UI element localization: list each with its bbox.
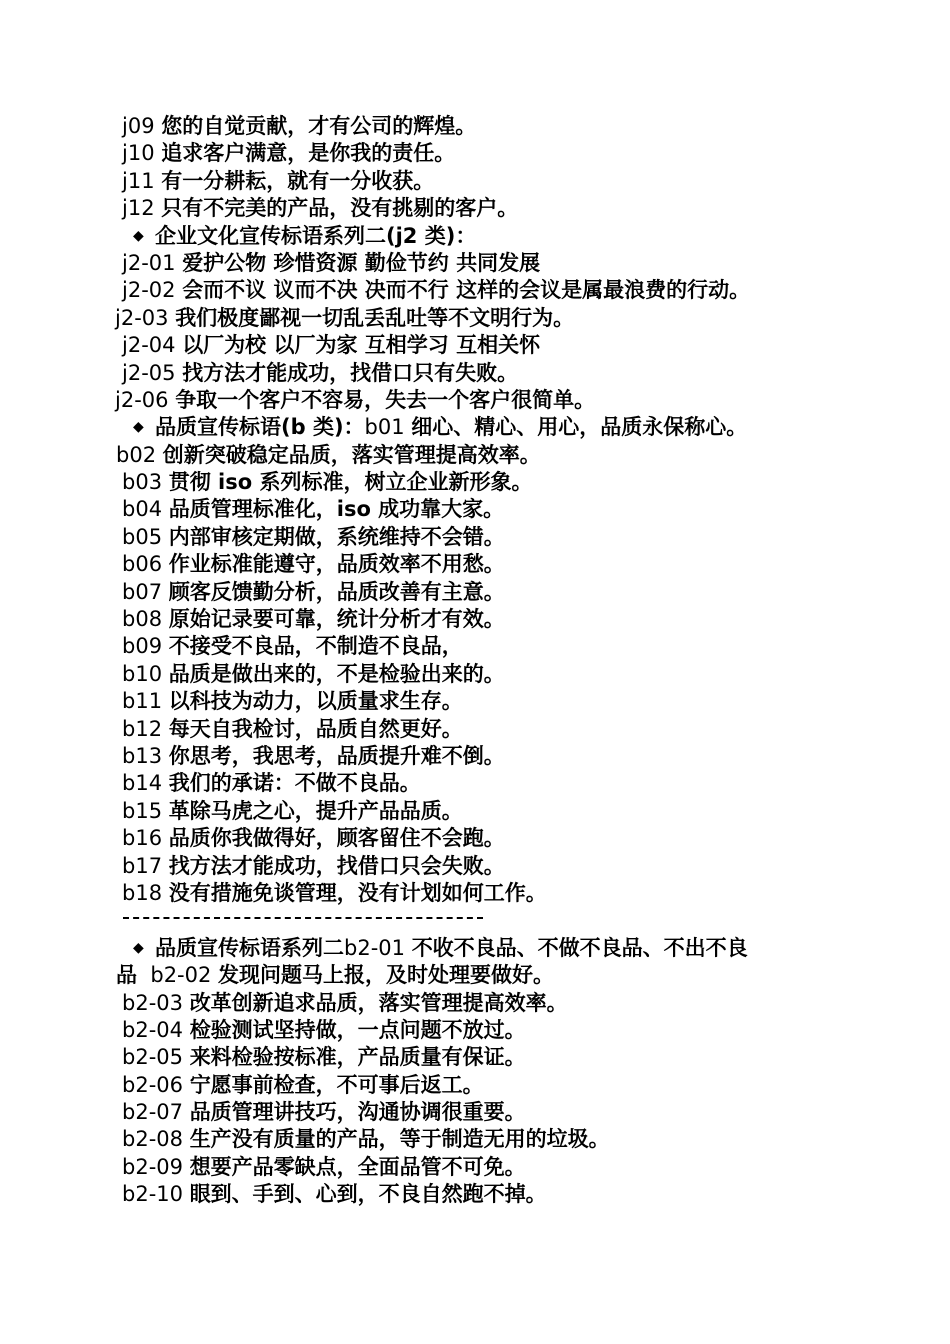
slogan-text: 顾客反馈勤分析，品质改善有主意。 [168, 579, 505, 604]
slogan-code: j09 [122, 114, 155, 138]
document-page [0, 113, 950, 1209]
slogan-text: 内部审核定期做，系统维持不会错。 [168, 524, 505, 549]
slogan-code: b03 [122, 470, 163, 495]
slogan-line [0, 332, 950, 359]
slogan-line [0, 1072, 950, 1099]
slogan-text: 品质管理讲技巧，沟通协调很重要。 [189, 1100, 526, 1125]
slogan-code: b01 [364, 415, 405, 440]
slogan-line [0, 305, 950, 332]
slogan-line [0, 579, 950, 606]
slogan-code: b05 [122, 524, 163, 549]
slogan-line [0, 140, 950, 167]
diamond-bullet-icon: ◆ [133, 419, 144, 436]
slogan-code: b14 [122, 771, 163, 796]
slogan-text: 以科技为动力，以质量求生存。 [168, 689, 463, 714]
slogan-line [0, 113, 950, 140]
slogan-text: 创新突破稳定品质，落实管理提高效率。 [162, 442, 541, 467]
slogan-code: b11 [122, 689, 163, 714]
slogan-line [0, 1017, 950, 1044]
slogan-code: b06 [122, 552, 163, 577]
slogan-line [0, 688, 950, 715]
slogan-line [0, 551, 950, 578]
slogan-text: 会而不议 议而不决 决而不行 这样的会议是属最浪费的行动。 [182, 278, 751, 303]
slogan-text: 找方法才能成功，找借口只会失败。 [168, 853, 505, 878]
slogan-code: j12 [122, 196, 155, 221]
slogan-text: 只有不完美的产品，没有挑剔的客户。 [161, 196, 519, 221]
section-heading: 品质宣传标语系列二 [155, 935, 344, 960]
slogan-text: 我们的承诺：不做不良品。 [168, 771, 421, 796]
slogan-code: b04 [122, 497, 163, 522]
slogan-line [0, 360, 950, 387]
slogan-code: j2-05 [122, 360, 176, 385]
slogan-code: b02 [116, 442, 157, 467]
slogan-line [0, 743, 950, 770]
slogan-code: b12 [122, 716, 163, 741]
slogan-code: b09 [122, 634, 163, 659]
slogan-line [0, 524, 950, 551]
slogan-code: b15 [122, 798, 163, 823]
slogan-code: b2-06 [122, 1072, 183, 1097]
slogan-code: j2-01 [122, 250, 176, 275]
slogan-text: 革除马虎之心，提升产品品质。 [168, 798, 463, 823]
slogan-line [0, 770, 950, 797]
slogan-line [0, 1126, 950, 1153]
slogan-code: b2-07 [122, 1100, 183, 1125]
slogan-text: 作业标准能遵守，品质效率不用愁。 [168, 552, 505, 577]
slogan-text: 我们极度鄙视一切乱丢乱吐等不文明行为。 [175, 305, 575, 330]
diamond-bullet-icon: ◆ [133, 227, 144, 244]
slogan-code: b2-10 [122, 1182, 183, 1207]
dashed-separator [0, 907, 950, 934]
slogan-code: b2-02 [150, 963, 212, 988]
slogan-text: 品质管理标准化，iso 成功靠大家。 [168, 497, 505, 522]
section-heading: 品质宣传标语(b 类)： [155, 415, 365, 440]
slogan-text: 品质你我做得好，顾客留住不会跑。 [168, 826, 505, 851]
slogan-code: b16 [122, 826, 163, 851]
slogan-text: 以厂为校 以厂为家 互相学习 互相关怀 [182, 333, 541, 358]
slogan-code: j2-04 [122, 333, 176, 358]
slogan-text: 品质是做出来的，不是检验出来的。 [168, 661, 505, 686]
slogan-code: b13 [122, 743, 163, 768]
slogan-text: 生产没有质量的产品，等于制造无用的垃圾。 [189, 1127, 610, 1152]
diamond-bullet-icon: ◆ [133, 939, 144, 956]
slogan-text: 不接受不良品，不制造不良品， [168, 634, 463, 659]
slogan-code: b2-08 [122, 1127, 183, 1152]
slogan-text: 你思考，我思考，品质提升难不倒。 [168, 743, 505, 768]
slogan-line [0, 825, 950, 852]
slogan-text: 想要产品零缺点，全面品管不可免。 [189, 1154, 526, 1179]
slogan-text: 不收不良品、不做不良品、不出不良 [411, 935, 748, 960]
slogan-code: b2-09 [122, 1154, 183, 1179]
slogan-code: j11 [122, 168, 155, 193]
slogan-line [0, 250, 950, 277]
slogan-text: 爱护公物 珍惜资源 勤俭节约 共同发展 [182, 250, 541, 275]
slogan-line [0, 798, 950, 825]
slogan-code: b2-04 [122, 1017, 183, 1042]
slogan-code: j2-06 [115, 387, 169, 412]
slogan-code: b2-01 [344, 935, 405, 960]
slogan-text: 每天自我检讨，品质自然更好。 [168, 716, 463, 741]
slogan-code: j2-02 [122, 278, 176, 303]
section-heading-line [0, 414, 950, 441]
slogan-line [0, 1154, 950, 1181]
slogan-text: 贯彻 iso 系列标准，树立企业新形象。 [168, 470, 533, 495]
slogan-text: 争取一个客户不容易，失去一个客户很简单。 [175, 387, 596, 412]
slogan-text: 您的自觉贡献，才有公司的辉煌。 [161, 114, 477, 138]
slogan-line [0, 990, 950, 1017]
slogan-line [0, 1044, 950, 1071]
slogan-code: j2-03 [115, 305, 169, 330]
slogan-line [0, 1181, 950, 1208]
slogan-code: b07 [122, 579, 163, 604]
slogan-text: 原始记录要可靠，统计分析才有效。 [168, 607, 505, 632]
slogan-code: b08 [122, 607, 163, 632]
slogan-text: 来料检验按标准，产品质量有保证。 [189, 1045, 526, 1070]
slogan-line [0, 962, 950, 989]
separator-rule [123, 917, 483, 919]
slogan-line [0, 277, 950, 304]
slogan-text: 细心、精心、用心，品质永保称心。 [411, 415, 748, 440]
slogan-line [0, 387, 950, 414]
slogan-text: 改革创新追求品质，落实管理提高效率。 [189, 990, 568, 1015]
section-heading-line [0, 223, 950, 250]
section-heading: 企业文化宣传标语系列二(j2 类)： [155, 223, 477, 248]
section-heading-line [0, 935, 950, 962]
wrapped-fragment: 品 [116, 963, 137, 988]
slogan-text: 找方法才能成功，找借口只有失败。 [182, 360, 519, 385]
slogan-line [0, 716, 950, 743]
slogan-line [0, 606, 950, 633]
slogan-line [0, 633, 950, 660]
slogan-text: 追求客户满意，是你我的责任。 [161, 141, 456, 166]
slogan-text: 发现问题马上报，及时处理要做好。 [218, 963, 555, 988]
slogan-code: b2-03 [122, 990, 183, 1015]
slogan-text: 宁愿事前检查，不可事后返工。 [189, 1072, 484, 1097]
slogan-code: b17 [122, 853, 163, 878]
slogan-line [0, 469, 950, 496]
slogan-code: b18 [122, 880, 163, 905]
slogan-line [0, 442, 950, 469]
slogan-text: 检验测试坚持做，一点问题不放过。 [189, 1017, 526, 1042]
slogan-code: j10 [122, 141, 155, 166]
slogan-line [0, 496, 950, 523]
slogan-text: 没有措施免谈管理，没有计划如何工作。 [168, 880, 547, 905]
slogan-line [0, 1099, 950, 1126]
slogan-text: 有一分耕耘，就有一分收获。 [161, 168, 435, 193]
slogan-line [0, 661, 950, 688]
slogan-line [0, 880, 950, 907]
slogan-line [0, 168, 950, 195]
slogan-text: 眼到、手到、心到，不良自然跑不掉。 [189, 1182, 547, 1207]
slogan-code: b2-05 [122, 1045, 183, 1070]
slogan-code: b10 [122, 661, 163, 686]
slogan-line [0, 853, 950, 880]
slogan-line [0, 195, 950, 222]
